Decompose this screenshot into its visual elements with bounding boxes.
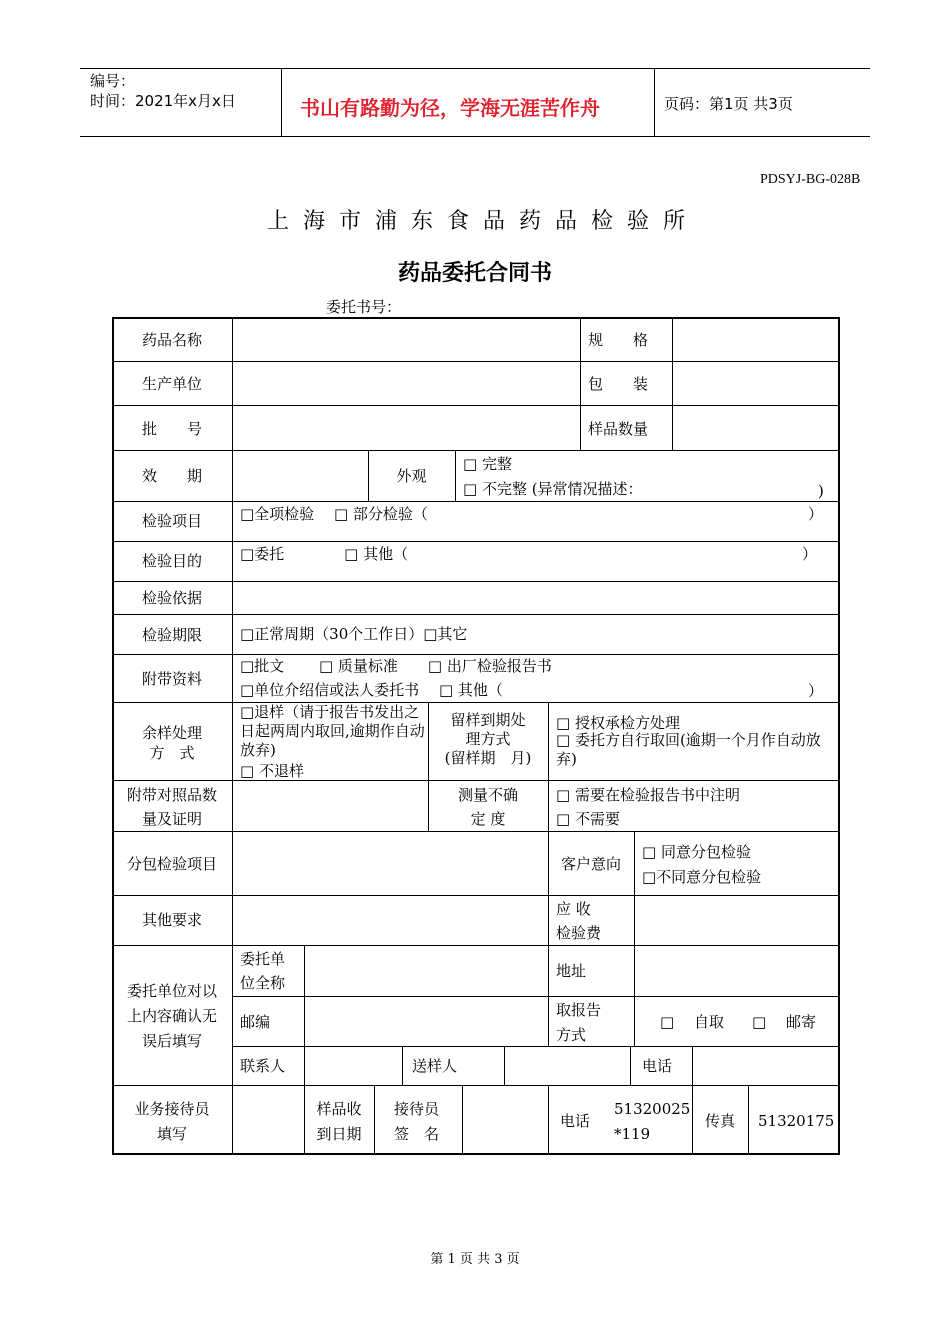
purpose-options[interactable]: □委托 □ 其他（ [240,545,409,563]
mail-delivery-checkbox[interactable]: □ 邮寄 [752,1013,816,1031]
return-sample-checkbox[interactable]: □退样（请于报告书发出之日起两周内取回,逾期作自动放弃) [240,703,425,759]
contact-person-label: 联系人 [240,1057,286,1075]
fee-label: 应 收 [556,900,591,918]
attachments-options-row2[interactable]: □单位介绍信或法人委托书 □ 其他（ [240,681,503,699]
self-pickup-checkbox[interactable]: □ 自取 [660,1013,724,1031]
client-full-name-label: 委托单 [240,950,286,968]
receptionist-label: 业务接待员 [134,1100,210,1118]
attachments-close-paren: ） [808,682,824,700]
page-title: 药品委托合同书 [397,261,552,286]
motto: 书山有路勤为径，学海无涯苦作舟 [300,96,600,120]
receipt-date-label: 样品收 [316,1100,362,1118]
package-label: 包 装 [588,375,649,393]
purpose-close-paren: ） [802,545,818,563]
contract-number-label: 委托书号： [326,298,402,316]
expiry-label: 效 期 [141,467,202,485]
retention-label: 留样到期处 [450,711,526,729]
phone-label: 电话 [642,1057,673,1075]
spec-label: 规 格 [588,331,649,349]
receipt-date-label-2: 到日期 [316,1125,362,1143]
attachments-options-row1[interactable]: □批文 □ 质量标准 □ 出厂检验报告书 [240,657,552,675]
batch-label: 批 号 [141,420,202,438]
contract-form-table [112,317,840,1155]
doc-date: 时间：2021年x月x日 [90,92,236,110]
uncertainty-note-checkbox[interactable]: □ 需要在检验报告书中注明 [556,786,740,804]
form-code: PDSYJ-BG-028B [760,172,861,187]
sender-label: 送样人 [412,1057,458,1075]
retention-authorize-checkbox[interactable]: □ 授权承检方处理 [556,714,680,732]
sample-qty-label: 样品数量 [588,420,649,438]
fax-label: 传真 [704,1112,735,1130]
uncertainty-none-checkbox[interactable]: □ 不需要 [556,810,620,828]
attachments-label: 附带资料 [141,670,202,688]
client-confirm-label-3: 误后填写 [141,1032,202,1050]
uncertainty-label: 测量不确 [457,786,518,804]
report-method-label-2: 方式 [556,1026,587,1044]
address-label: 地址 [556,962,587,980]
test-items-label: 检验项目 [141,512,202,530]
subcontract-agree-checkbox[interactable]: □ 同意分包检验 [642,843,751,861]
uncertainty-label-2: 定 度 [470,810,506,828]
page-footer: 第 1 页 共 3 页 [430,1252,520,1267]
basis-label: 检验依据 [141,589,202,607]
institute-name: 上海市浦东食品药品检验所 [267,209,700,234]
deadline-options[interactable]: □正常周期（30个工作日）□其它 [240,625,468,643]
retention-self-retrieve-checkbox[interactable]: □ 委托方自行取回(逾期一个月作自动放弃) [556,731,821,768]
reference-label: 附带对照品数 [126,786,217,804]
drug-name-label: 药品名称 [141,331,202,349]
reference-label-2: 量及证明 [141,810,202,828]
other-requirements-label: 其他要求 [141,911,202,929]
page-indicator: 页码：第1页 共3页 [664,95,793,113]
receptionist-label-2: 填写 [156,1125,187,1143]
appearance-label: 外观 [396,467,427,485]
subcontract-disagree-checkbox[interactable]: □不同意分包检验 [642,868,762,886]
no-return-checkbox[interactable]: □ 不退样 [240,762,304,780]
doc-number-label: 编号： [90,72,136,90]
report-method-label: 取报告 [556,1001,602,1019]
header-divider [281,68,282,137]
retention-period: (留样期 月) [444,749,532,767]
postcode-label: 邮编 [240,1013,271,1031]
office-phone-number: 51320025 [614,1100,691,1118]
remain-label: 余样处理 [141,724,202,742]
client-confirm-label-2: 上内容确认无 [126,1007,217,1025]
test-items-close-paren: ） [808,505,824,523]
fee-label-2: 检验费 [556,924,602,942]
office-phone-extension: *119 [614,1125,651,1143]
deadline-label: 检验期限 [141,626,202,644]
client-confirm-label: 委托单位对以 [126,982,217,1000]
purpose-label: 检验目的 [141,552,202,570]
client-full-name-label-2: 位全称 [240,974,286,992]
header-divider [654,68,655,137]
remain-label-2: 方 式 [149,744,195,762]
receptionist-sign-label-2: 签 名 [394,1125,440,1143]
appearance-intact-checkbox[interactable]: □ 完整 [463,455,512,473]
header-top-rule [80,68,870,69]
receptionist-sign-label: 接待员 [394,1100,440,1118]
appearance-close-paren: ) [818,482,824,500]
customer-intent-label: 客户意向 [560,855,621,873]
header-bottom-rule [80,136,870,137]
fax-number: 51320175 [758,1112,835,1130]
test-items-options[interactable]: □全项检验 □ 部分检验（ [240,505,428,523]
manufacturer-label: 生产单位 [141,375,202,393]
subcontract-label: 分包检验项目 [126,855,217,873]
office-phone-label: 电话 [559,1112,590,1130]
retention-label-2: 理方式 [465,730,511,748]
appearance-damaged-checkbox[interactable]: □ 不完整 (异常情况描述： [463,480,643,498]
